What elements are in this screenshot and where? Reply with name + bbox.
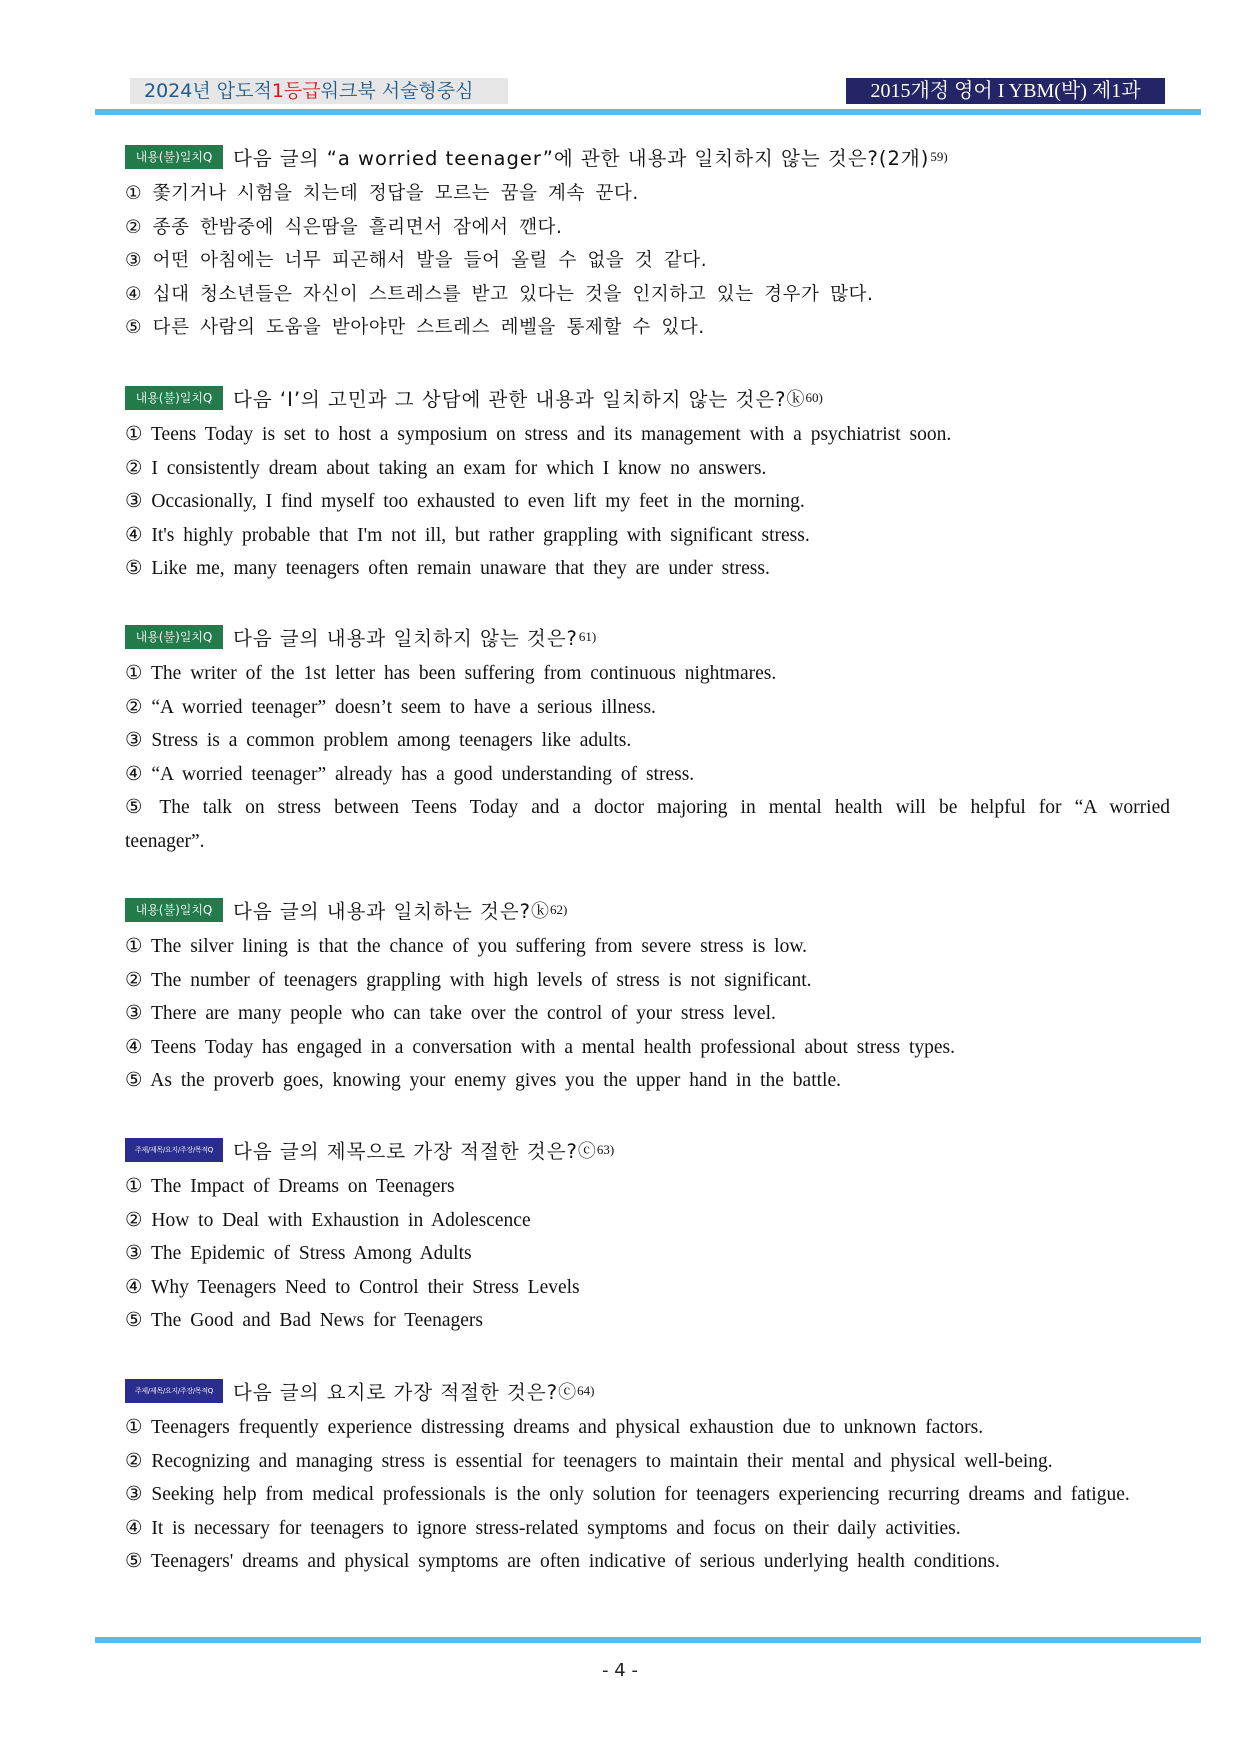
footer-divider (95, 1637, 1201, 1643)
answer-option: ④ It is necessary for teenagers to ignore stress-related symptoms and focus on their daily activities. (125, 1517, 961, 1539)
question-prompt: 다음 글의 “a worried teenager”에 관한 내용과 일치하지 않는 것은?(2개) (233, 147, 930, 170)
course-label: 2015개정 영어 I YBM(박) 제1과 (846, 78, 1165, 104)
answer-option: ③ Seeking help from medical professionals is the only solution for teenagers experiencing recurring dreams and fatigue. (125, 1484, 1130, 1505)
workbook-title-suffix: 워크북 서술형중심 (320, 80, 474, 102)
answer-option: ③ The Epidemic of Stress Among Adults (125, 1243, 472, 1264)
answer-option: ③ There are many people who can take over the control of your stress level. (125, 1003, 776, 1024)
answer-option: ① The silver lining is that the chance of you suffering from severe stress is low. (125, 936, 808, 957)
answer-option: ② Recognizing and managing stress is essential for teenagers to maintain their mental and physical well-being. (125, 1450, 1053, 1472)
question-title (125, 897, 1170, 923)
question-64 (125, 1378, 1170, 1579)
answer-option: ② I consistently dream about taking an exam for which I know no answers. (125, 457, 767, 479)
question-prompt: 다음 글의 요지로 가장 적절한 것은? (233, 1381, 559, 1404)
workbook-title (130, 78, 508, 104)
question-type-badge: 내용(불)일치Q (125, 386, 223, 410)
question-title (125, 1137, 1170, 1163)
header-divider (95, 109, 1201, 115)
page-number: - 4 - (602, 1660, 638, 1681)
question-title (125, 624, 1170, 650)
answer-option: ② 종종 한밤중에 식은땀을 흘리면서 잠에서 깬다. (125, 216, 563, 238)
answer-option: ③ 어떤 아침에는 너무 피곤해서 발을 들어 올릴 수 없을 것 같다. (125, 250, 708, 271)
workbook-title-prefix: 2024년 압도적 (144, 80, 272, 102)
question-title (125, 144, 1170, 170)
answer-option: ① Teenagers frequently experience distressing dreams and physical exhaustion due to unknown factors. (125, 1417, 984, 1438)
question-type-badge: 내용(불)일치Q (125, 898, 223, 922)
answer-option: ① The Impact of Dreams on Teenagers (125, 1176, 455, 1197)
answer-option: ① 쫓기거나 시험을 치는데 정답을 모르는 꿈을 계속 꾼다. (125, 183, 639, 204)
answer-option: ① The writer of the 1st letter has been suffering from continuous nightmares. (125, 663, 777, 684)
footnote-ref: 64) (577, 1383, 595, 1398)
difficulty-mark-icon: ⓚ (531, 901, 550, 922)
question-61 (125, 624, 1170, 858)
question-63 (125, 1137, 1170, 1338)
answer-option: ⑤ Teenagers' dreams and physical symptoms are often indicative of serious underlying health conditions. (125, 1551, 1000, 1572)
answer-option: ② The number of teenagers grappling with high levels of stress is not significant. (125, 969, 812, 991)
difficulty-mark-icon: ⓒ (577, 1141, 596, 1162)
answer-option: ⑤ As the proverb goes, knowing your enemy gives you the upper hand in the battle. (125, 1070, 841, 1091)
answer-option: ④ Teens Today has engaged in a conversation with a mental health professional about stress types. (125, 1036, 956, 1058)
answer-option: ③ Stress is a common problem among teenagers like adults. (125, 730, 632, 751)
workbook-title-highlight: 1등급 (271, 80, 321, 102)
footnote-ref: 60) (805, 390, 823, 405)
footnote-ref: 61) (578, 629, 597, 644)
answer-option: ① Teens Today is set to host a symposium on stress and its management with a psychiatrist soon. (125, 424, 952, 445)
answer-option: ⑤ Like me, many teenagers often remain unaware that they are under stress. (125, 558, 770, 579)
answer-option: ③ Occasionally, I find myself too exhausted to even lift my feet in the morning. (125, 491, 805, 512)
answer-option: ④ Why Teenagers Need to Control their Stress Levels (125, 1276, 580, 1298)
question-59 (125, 144, 1170, 345)
difficulty-mark-icon: ⓒ (558, 1382, 577, 1403)
question-type-badge: 내용(불)일치Q (125, 625, 223, 649)
answer-option: ④ “A worried teenager” already has a good understanding of stress. (125, 763, 695, 785)
answer-option: ⑤ The talk on stress between Teens Today and a doctor majoring in mental health will be helpful for “A worried teenager”. (125, 797, 1170, 852)
answer-option: ④ 십대 청소년들은 자신이 스트레스를 받고 있다는 것을 인지하고 있는 경우가 많다. (125, 283, 874, 305)
answer-option: ② How to Deal with Exhaustion in Adolescence (125, 1209, 531, 1231)
question-title (125, 385, 1170, 411)
question-prompt: 다음 글의 내용과 일치하지 않는 것은? (233, 627, 578, 650)
question-prompt: 다음 글의 내용과 일치하는 것은? (233, 900, 532, 923)
question-title (125, 1378, 1170, 1404)
answer-option: ⑤ 다른 사람의 도움을 받아야만 스트레스 레벨을 통제할 수 있다. (125, 317, 705, 338)
question-62 (125, 897, 1170, 1098)
footnote-ref: 59) (930, 149, 948, 164)
question-type-badge: 주제/제목/요지/주장/목적Q (125, 1379, 223, 1403)
footnote-ref: 62) (550, 902, 568, 917)
question-type-badge: 주제/제목/요지/주장/목적Q (125, 1138, 223, 1162)
answer-option: ⑤ The Good and Bad News for Teenagers (125, 1310, 484, 1331)
question-type-badge: 내용(불)일치Q (125, 145, 223, 169)
answer-option: ② “A worried teenager” doesn’t seem to have a serious illness. (125, 696, 656, 718)
question-60 (125, 385, 1170, 586)
question-prompt: 다음 ‘I’의 고민과 그 상담에 관한 내용과 일치하지 않는 것은? (233, 388, 787, 411)
footnote-ref: 63) (596, 1142, 615, 1157)
difficulty-mark-icon: ⓚ (786, 389, 805, 410)
question-prompt: 다음 글의 제목으로 가장 적절한 것은? (233, 1140, 578, 1163)
answer-option: ④ It's highly probable that I'm not ill, but rather grappling with significant stress. (125, 524, 810, 546)
